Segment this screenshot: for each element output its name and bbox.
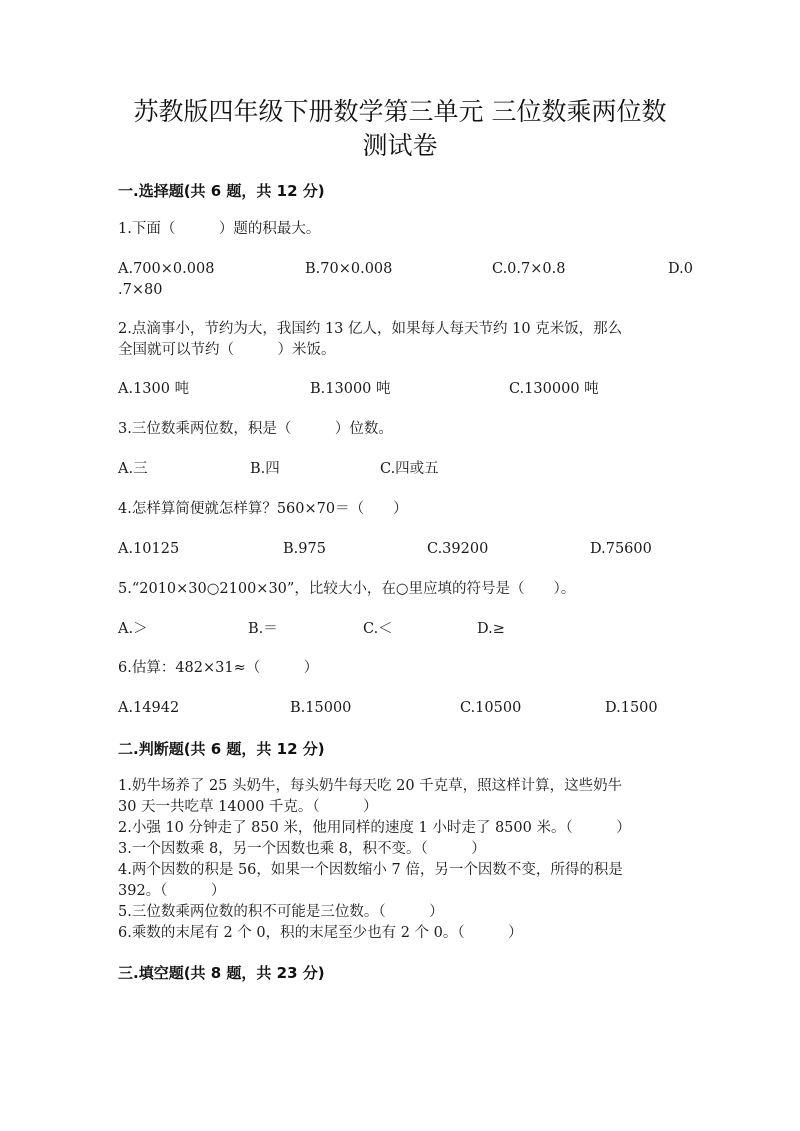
question-2-option-a: A.1300 吨 [118, 381, 190, 397]
section-heading-fill: 三.填空题(共 8 题，共 23 分) [118, 964, 325, 982]
judge-line: 3.一个因数乘 8，另一个因数也乘 8，积不变。（ ） [118, 841, 486, 857]
exam-title-line2: 测试卷 [362, 131, 438, 160]
question-5-option-b: B.＝ [248, 621, 278, 637]
question-1-option-d: D.0 [668, 261, 693, 277]
question-6-stem: 6.估算：482×31≈（ ） [118, 660, 319, 676]
question-2-option-b: B.13000 吨 [310, 381, 391, 397]
question-4-option-c: C.39200 [427, 541, 489, 557]
question-1-stem: 1.下面（ ）题的积最大。 [118, 221, 321, 237]
question-1-option-c: C.0.7×0.8 [492, 261, 566, 277]
question-4-option-b: B.975 [283, 541, 326, 557]
judge-line: 5.三位数乘两位数的积不可能是三位数。（ ） [118, 904, 444, 920]
question-1-option-b: B.70×0.008 [305, 261, 393, 277]
question-1-option-d-wrap: .7×80 [118, 282, 163, 298]
question-2-stem-line1: 2.点滴事小，节约为大，我国约 13 亿人，如果每人每天节约 10 克米饭，那么 [118, 321, 623, 337]
judge-line: 6.乘数的末尾有 2 个 0，积的末尾至少也有 2 个 0。（ ） [118, 925, 523, 941]
question-5-stem: 5.“2010×30○2100×30”，比较大小，在○里应填的符号是（ ）。 [118, 581, 576, 597]
question-2-stem-line2: 全国就可以节约（ ）米饭。 [118, 342, 336, 358]
question-5-option-a: A.＞ [118, 621, 148, 637]
question-3-option-c: C.四或五 [380, 461, 439, 477]
question-5-option-c: C.＜ [363, 621, 393, 637]
exam-title-line1: 苏教版四年级下册数学第三单元 三位数乘两位数 [133, 97, 667, 126]
section-heading-judge: 二.判断题(共 6 题，共 12 分) [118, 740, 325, 758]
question-4-stem: 4.怎样算简便就怎样算？560×70＝（ ） [118, 501, 408, 517]
judge-line: 392。（ ） [118, 883, 226, 899]
judge-line: 4.两个因数的积是 56，如果一个因数缩小 7 倍，另一个因数不变，所得的积是 [118, 862, 623, 878]
judge-line: 2.小强 10 分钟走了 850 米，他用同样的速度 1 小时走了 8500 米。（ ） [118, 820, 631, 836]
question-3-option-b: B.四 [250, 461, 280, 477]
question-5-option-d: D.≥ [477, 621, 505, 637]
question-4-option-d: D.75600 [590, 541, 652, 557]
question-6-option-d: D.1500 [605, 700, 658, 716]
question-3-stem: 3.三位数乘两位数，积是（ ）位数。 [118, 421, 393, 437]
question-3-option-a: A.三 [118, 461, 148, 477]
question-4-option-a: A.10125 [118, 541, 180, 557]
question-6-option-a: A.14942 [118, 700, 180, 716]
section-heading-choice: 一.选择题(共 6 题，共 12 分) [118, 182, 325, 200]
question-1-option-a: A.700×0.008 [118, 261, 215, 277]
judge-line: 1.奶牛场养了 25 头奶牛，每头奶牛每天吃 20 千克草，照这样计算，这些奶牛 [118, 778, 623, 794]
question-6-option-c: C.10500 [460, 700, 522, 716]
question-6-option-b: B.15000 [290, 700, 352, 716]
judge-line: 30 天一共吃草 14000 千克。（ ） [118, 799, 378, 815]
question-2-option-c: C.130000 吨 [509, 381, 599, 397]
